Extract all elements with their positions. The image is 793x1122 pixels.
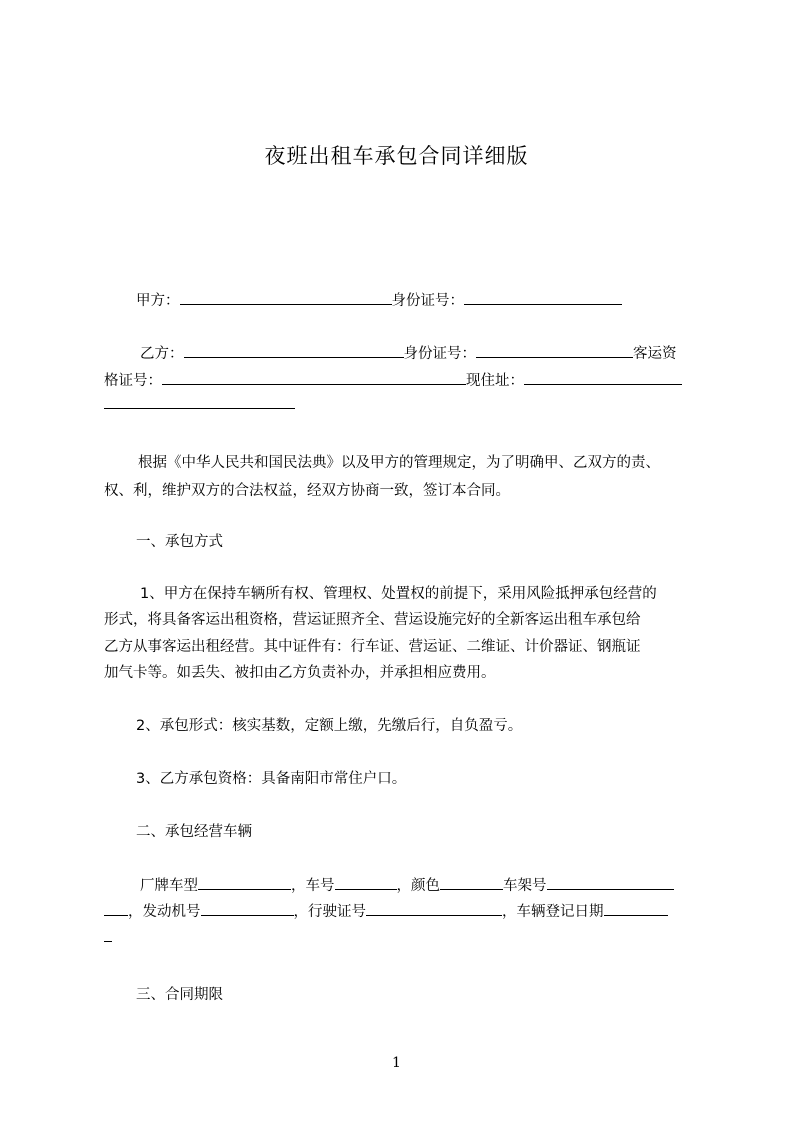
section2-heading-text: 二、承包经营车辆: [136, 824, 252, 840]
vehicle-line-1: [104, 874, 704, 898]
section1-item3: [104, 767, 704, 791]
party-a-line: [104, 289, 704, 313]
engine-label: ，发动机号: [128, 904, 201, 920]
party-b-id-blank: [476, 342, 633, 358]
party-a-label: 甲方：: [136, 293, 180, 309]
party-b-address-blank: [524, 369, 682, 385]
party-b-qual-blank: [162, 369, 466, 385]
plate-blank: [335, 874, 397, 890]
section1-item2: [104, 714, 704, 738]
intro-text-1: 根据《中华人民共和国民法典》以及甲方的管理规定，为了明确甲、乙双方的责、: [138, 455, 660, 471]
party-b-name-blank: [184, 342, 404, 358]
reg-blank: [604, 900, 668, 916]
party-a-id-label: 身份证号：: [391, 293, 464, 309]
section2-heading: [104, 820, 704, 844]
engine-blank: [201, 900, 294, 916]
section1-item2-text: 2、承包形式：核实基数，定额上缴，先缴后行，自负盈亏。: [136, 718, 523, 734]
brand-label: 厂牌车型: [140, 878, 198, 894]
party-b-address-blank-2: [104, 393, 295, 409]
vehicle-line-3: [104, 926, 704, 950]
party-b-id-label: 身份证号：: [403, 346, 476, 362]
reg-label: ，车辆登记日期: [502, 904, 604, 920]
brand-blank: [198, 874, 291, 890]
section1-item1-line-1: [104, 582, 704, 606]
color-blank: [440, 874, 503, 890]
license-blank: [366, 900, 502, 916]
section3-heading: [104, 983, 704, 1007]
section1-item3-text: 3、乙方承包资格：具备南阳市常住户口。: [136, 771, 407, 787]
vehicle-line-2: [104, 900, 704, 924]
frame-label: 车架号: [503, 878, 547, 894]
section1-heading: [104, 530, 704, 554]
intro-text-2: 权、利，维护双方的合法权益，经双方协商一致，签订本合同。: [104, 483, 510, 499]
frame-blank: [547, 874, 674, 890]
party-b-line-2: [104, 369, 704, 393]
color-label: ，颜色: [396, 878, 440, 894]
party-b-line-3: [104, 393, 704, 417]
page-number: 1: [392, 1055, 401, 1071]
plate-label: ，车号: [291, 878, 335, 894]
section3-heading-text: 三、合同期限: [136, 987, 223, 1003]
party-b-qual-label-1: 客运资: [633, 346, 677, 362]
intro-line-2: [104, 479, 704, 503]
party-b-address-label: 现住址：: [466, 373, 524, 389]
party-a-id-blank: [464, 289, 622, 305]
party-b-qual-label-2: 格证号：: [104, 373, 162, 389]
party-b-label: 乙方：: [140, 346, 184, 362]
section1-heading-text: 一、承包方式: [136, 534, 223, 550]
section1-item1-line-4: [104, 661, 704, 685]
party-b-line-1: [104, 342, 704, 366]
section1-item1-text-2: 形式，将具备客运出租资格，营运证照齐全、营运设施完好的全新客运出租车承包给: [104, 612, 641, 628]
frame-blank-2: [104, 900, 128, 916]
section1-item1-line-2: [104, 608, 704, 632]
document-title: 夜班出租车承包合同详细版: [264, 144, 529, 168]
reg-blank-2: [104, 926, 112, 942]
license-label: ，行驶证号: [293, 904, 366, 920]
section1-item1-text-1: 1、甲方在保持车辆所有权、管理权、处置权的前提下，采用风险抵押承包经营的: [140, 586, 657, 602]
section1-item1-text-3: 乙方从事客运出租经营。其中证件有：行车证、营运证、二维证、计价器证、钢瓶证: [104, 639, 641, 655]
party-a-name-blank: [180, 289, 392, 305]
section1-item1-line-3: [104, 635, 704, 659]
section1-item1-text-4: 加气卡等。如丢失、被扣由乙方负责补办，并承担相应费用。: [104, 665, 496, 681]
intro-line-1: [104, 451, 704, 475]
